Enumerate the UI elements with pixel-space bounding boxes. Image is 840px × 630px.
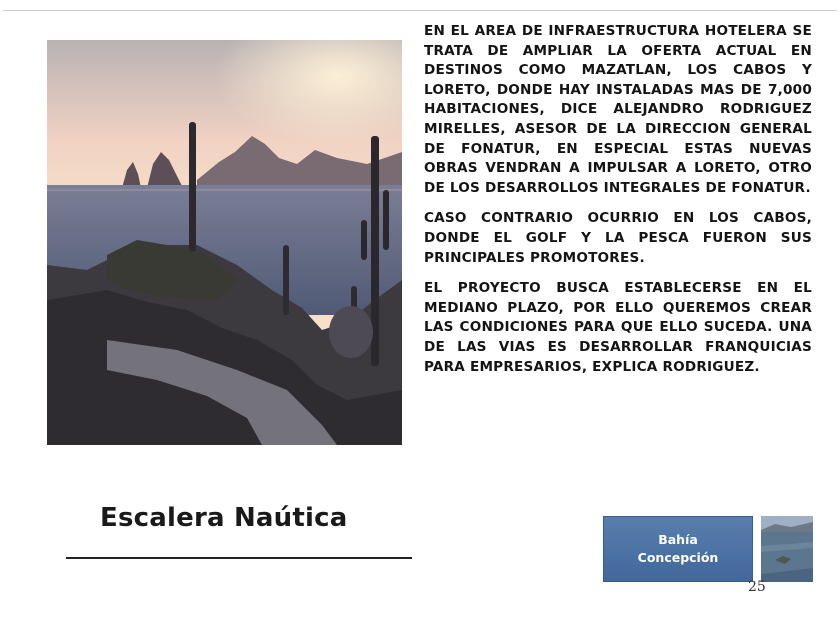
page-number: 25 (748, 579, 766, 595)
paragraph-3: EL PROYECTO BUSCA ESTABLECERSE EN EL MEDIANO PLAZO, POR ELLO QUEREMOS CREAR LAS CONDICIONES PARA QUE ELLO SUCEDA. UNA DE LAS VIAS ES DESARROLLAR FRANQUICIAS PARA EMPRESARIOS, EXPLICA RODRIGUEZ. (424, 280, 812, 375)
title-underline (66, 557, 412, 559)
coastal-sunset-photo (47, 40, 402, 445)
slide-title: Escalera Naútica (100, 503, 348, 533)
paragraph-1: EN EL AREA DE INFRAESTRUCTURA HOTELERA SE TRATA DE AMPLIAR LA OFERTA ACTUAL EN DESTINOS COMO MAZATLAN, LOS CABOS Y LORETO, DONDE HAY INSTALADAS MAS DE 7,000 HABITACIONES, DICE ALEJANDRO RODRIGUEZ MIRELLES, ASESOR DE LA DIRECCION GENERAL DE FONATUR, EN ESPECIAL ESTAS NUEVAS OBRAS VENDRAN A IMPULSAR A LORETO, OTRO DE LOS DESARROLLOS INTEGRALES DE FONATUR. (424, 23, 812, 196)
paragraph-2: CASO CONTRARIO OCURRIO EN LOS CABOS, DONDE EL GOLF Y LA PESCA FUERON SUS PRINCIPALES PROMOTORES. (424, 210, 812, 266)
nav-link-label-line-1: Bahía (658, 532, 698, 547)
top-divider (3, 10, 837, 11)
article-text (424, 22, 812, 388)
bahia-concepcion-thumbnail[interactable] (761, 516, 813, 582)
nav-link-label-line-2: Concepción (637, 550, 719, 565)
bahia-concepcion-link-button[interactable] (603, 516, 753, 582)
